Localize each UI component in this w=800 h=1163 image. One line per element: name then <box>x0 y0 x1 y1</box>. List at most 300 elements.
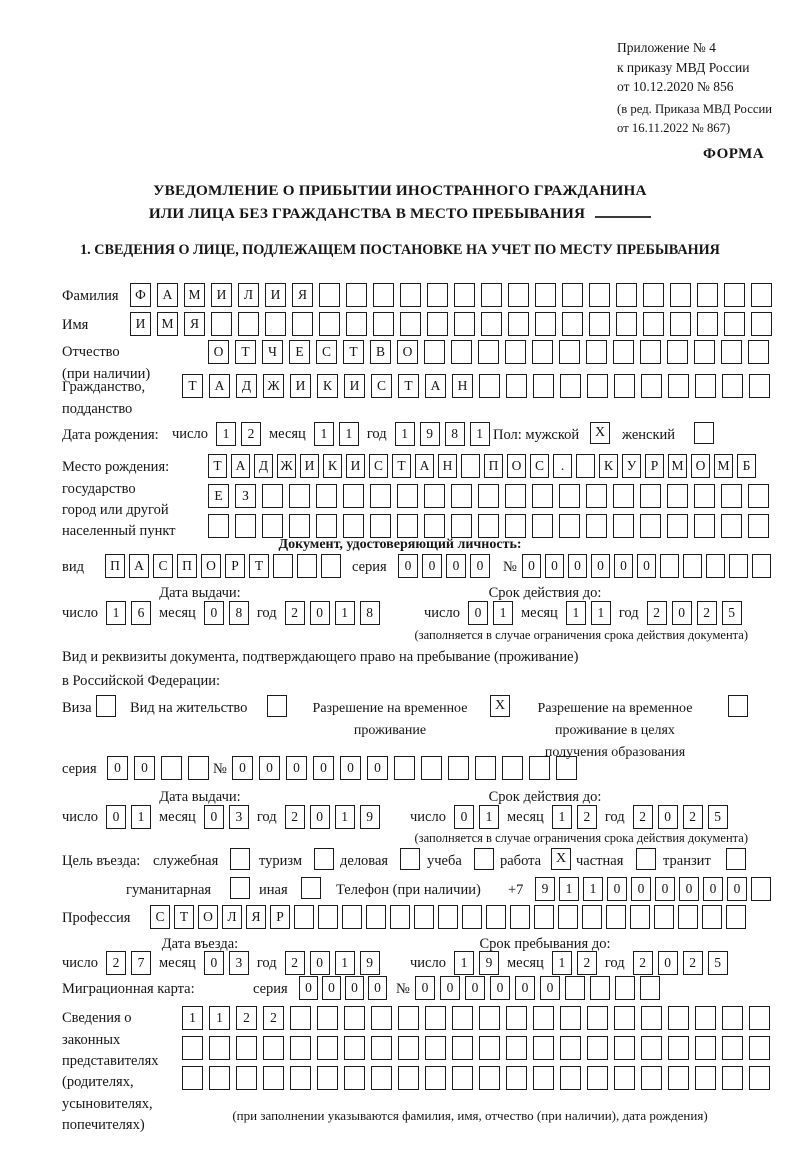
birthplace-row2-cells[interactable] <box>208 484 769 508</box>
char-cell[interactable] <box>182 1036 203 1060</box>
char-cell[interactable] <box>643 312 664 336</box>
char-cell[interactable] <box>400 283 421 307</box>
char-cell[interactable] <box>616 312 637 336</box>
char-cell[interactable]: 1 <box>552 805 572 829</box>
char-cell[interactable]: 0 <box>658 951 678 975</box>
name-cells[interactable] <box>130 312 772 336</box>
char-cell[interactable]: Т <box>174 905 194 929</box>
char-cell[interactable]: 0 <box>470 554 490 578</box>
char-cell[interactable]: Ж <box>263 374 284 398</box>
char-cell[interactable] <box>748 340 769 364</box>
char-cell[interactable]: 0 <box>440 976 460 1000</box>
char-cell[interactable]: 1 <box>583 877 603 901</box>
char-cell[interactable] <box>451 514 472 538</box>
char-cell[interactable] <box>694 340 715 364</box>
char-cell[interactable] <box>462 905 482 929</box>
char-cell[interactable] <box>654 905 674 929</box>
char-cell[interactable] <box>667 514 688 538</box>
char-cell[interactable]: Я <box>246 905 266 929</box>
char-cell[interactable] <box>641 1036 662 1060</box>
char-cell[interactable] <box>273 554 293 578</box>
char-cell[interactable] <box>427 312 448 336</box>
checkbox-purpose-official[interactable] <box>230 848 250 870</box>
char-cell[interactable] <box>614 1036 635 1060</box>
char-cell[interactable] <box>668 1006 689 1030</box>
char-cell[interactable]: 9 <box>479 951 499 975</box>
char-cell[interactable] <box>182 1066 203 1090</box>
char-cell[interactable] <box>614 1006 635 1030</box>
char-cell[interactable]: К <box>317 374 338 398</box>
char-cell[interactable]: 0 <box>204 601 224 625</box>
char-cell[interactable]: 0 <box>204 951 224 975</box>
char-cell[interactable] <box>398 1006 419 1030</box>
char-cell[interactable]: С <box>530 454 549 478</box>
char-cell[interactable] <box>613 514 634 538</box>
char-cell[interactable] <box>640 976 660 1000</box>
representatives-row3-cells[interactable] <box>182 1066 770 1090</box>
char-cell[interactable] <box>421 756 442 780</box>
char-cell[interactable] <box>586 340 607 364</box>
char-cell[interactable]: 2 <box>697 601 717 625</box>
char-cell[interactable]: 2 <box>683 805 703 829</box>
patronymic-cells[interactable] <box>208 340 769 364</box>
char-cell[interactable]: 5 <box>722 601 742 625</box>
char-cell[interactable]: И <box>265 283 286 307</box>
char-cell[interactable] <box>533 374 554 398</box>
char-cell[interactable] <box>560 374 581 398</box>
char-cell[interactable]: 0 <box>545 554 564 578</box>
char-cell[interactable]: 1 <box>470 422 490 446</box>
char-cell[interactable]: Н <box>438 454 457 478</box>
char-cell[interactable] <box>451 484 472 508</box>
char-cell[interactable] <box>397 514 418 538</box>
char-cell[interactable] <box>479 374 500 398</box>
doc-valid-month-cells[interactable] <box>566 601 611 625</box>
char-cell[interactable] <box>641 374 662 398</box>
char-cell[interactable]: 1 <box>591 601 611 625</box>
char-cell[interactable] <box>371 1066 392 1090</box>
char-cell[interactable] <box>582 905 602 929</box>
char-cell[interactable]: Л <box>222 905 242 929</box>
char-cell[interactable]: 0 <box>703 877 723 901</box>
char-cell[interactable]: 3 <box>229 805 249 829</box>
char-cell[interactable]: 0 <box>672 601 692 625</box>
char-cell[interactable] <box>290 1036 311 1060</box>
char-cell[interactable]: И <box>290 374 311 398</box>
char-cell[interactable]: 1 <box>216 422 236 446</box>
char-cell[interactable] <box>556 756 577 780</box>
char-cell[interactable]: П <box>484 454 503 478</box>
char-cell[interactable] <box>454 283 475 307</box>
char-cell[interactable] <box>289 514 310 538</box>
char-cell[interactable] <box>668 374 689 398</box>
char-cell[interactable]: В <box>370 340 391 364</box>
char-cell[interactable] <box>317 1006 338 1030</box>
char-cell[interactable]: 1 <box>493 601 513 625</box>
checkbox-purpose-humanitarian[interactable] <box>230 877 250 899</box>
char-cell[interactable]: С <box>150 905 170 929</box>
char-cell[interactable] <box>586 514 607 538</box>
char-cell[interactable] <box>613 484 634 508</box>
char-cell[interactable] <box>316 514 337 538</box>
char-cell[interactable] <box>318 905 338 929</box>
stay-until-day-cells[interactable] <box>454 951 499 975</box>
char-cell[interactable] <box>344 1036 365 1060</box>
char-cell[interactable] <box>643 283 664 307</box>
char-cell[interactable] <box>751 283 772 307</box>
char-cell[interactable] <box>478 484 499 508</box>
char-cell[interactable] <box>535 312 556 336</box>
char-cell[interactable] <box>262 484 283 508</box>
char-cell[interactable] <box>668 1036 689 1060</box>
char-cell[interactable]: 1 <box>182 1006 203 1030</box>
char-cell[interactable]: 0 <box>286 756 307 780</box>
char-cell[interactable] <box>370 514 391 538</box>
birth-day-cells[interactable] <box>216 422 261 446</box>
char-cell[interactable]: 1 <box>339 422 359 446</box>
char-cell[interactable] <box>452 1036 473 1060</box>
char-cell[interactable] <box>678 905 698 929</box>
char-cell[interactable] <box>722 374 743 398</box>
char-cell[interactable] <box>478 514 499 538</box>
char-cell[interactable] <box>560 1036 581 1060</box>
char-cell[interactable] <box>454 312 475 336</box>
checkbox-temp-permit[interactable]: X <box>490 695 510 717</box>
char-cell[interactable] <box>529 756 550 780</box>
char-cell[interactable] <box>668 1066 689 1090</box>
char-cell[interactable]: 9 <box>360 805 380 829</box>
char-cell[interactable]: 0 <box>591 554 610 578</box>
char-cell[interactable] <box>398 1036 419 1060</box>
char-cell[interactable]: 2 <box>285 951 305 975</box>
char-cell[interactable] <box>289 484 310 508</box>
char-cell[interactable] <box>721 514 742 538</box>
char-cell[interactable]: О <box>397 340 418 364</box>
char-cell[interactable]: М <box>184 283 205 307</box>
char-cell[interactable]: 1 <box>454 951 474 975</box>
char-cell[interactable] <box>209 1036 230 1060</box>
char-cell[interactable] <box>502 756 523 780</box>
char-cell[interactable] <box>565 976 585 1000</box>
char-cell[interactable]: 0 <box>368 976 387 1000</box>
char-cell[interactable]: 0 <box>367 756 388 780</box>
char-cell[interactable] <box>373 312 394 336</box>
char-cell[interactable]: 2 <box>633 951 653 975</box>
char-cell[interactable] <box>438 905 458 929</box>
char-cell[interactable] <box>161 756 182 780</box>
char-cell[interactable]: 0 <box>134 756 155 780</box>
char-cell[interactable]: 0 <box>607 877 627 901</box>
char-cell[interactable]: 8 <box>360 601 380 625</box>
char-cell[interactable] <box>425 1006 446 1030</box>
char-cell[interactable] <box>702 905 722 929</box>
char-cell[interactable]: 9 <box>360 951 380 975</box>
char-cell[interactable] <box>344 1066 365 1090</box>
char-cell[interactable]: 0 <box>658 805 678 829</box>
char-cell[interactable]: Т <box>208 454 227 478</box>
char-cell[interactable] <box>640 484 661 508</box>
citizenship-cells[interactable] <box>182 374 770 398</box>
char-cell[interactable] <box>292 312 313 336</box>
char-cell[interactable]: О <box>691 454 710 478</box>
char-cell[interactable]: М <box>668 454 687 478</box>
stay-valid-day-cells[interactable] <box>454 805 499 829</box>
char-cell[interactable] <box>236 1066 257 1090</box>
char-cell[interactable] <box>508 312 529 336</box>
char-cell[interactable] <box>505 514 526 538</box>
checkbox-purpose-work[interactable]: X <box>551 848 571 870</box>
char-cell[interactable]: Ф <box>130 283 151 307</box>
char-cell[interactable]: 0 <box>415 976 435 1000</box>
char-cell[interactable]: 2 <box>236 1006 257 1030</box>
char-cell[interactable]: 0 <box>340 756 361 780</box>
char-cell[interactable]: 0 <box>345 976 364 1000</box>
char-cell[interactable] <box>297 554 317 578</box>
char-cell[interactable]: Я <box>184 312 205 336</box>
char-cell[interactable]: К <box>599 454 618 478</box>
char-cell[interactable]: Р <box>225 554 245 578</box>
representatives-row1-cells[interactable] <box>182 1006 770 1030</box>
char-cell[interactable] <box>724 312 745 336</box>
char-cell[interactable]: О <box>208 340 229 364</box>
char-cell[interactable]: Б <box>737 454 756 478</box>
char-cell[interactable] <box>616 283 637 307</box>
char-cell[interactable] <box>452 1066 473 1090</box>
char-cell[interactable] <box>533 1006 554 1030</box>
char-cell[interactable] <box>667 484 688 508</box>
char-cell[interactable]: 0 <box>310 805 330 829</box>
char-cell[interactable]: А <box>157 283 178 307</box>
char-cell[interactable] <box>506 1006 527 1030</box>
char-cell[interactable]: 0 <box>232 756 253 780</box>
char-cell[interactable] <box>506 1066 527 1090</box>
char-cell[interactable] <box>475 756 496 780</box>
char-cell[interactable] <box>343 484 364 508</box>
char-cell[interactable]: Ж <box>277 454 296 478</box>
char-cell[interactable]: 1 <box>106 601 126 625</box>
char-cell[interactable] <box>321 554 341 578</box>
char-cell[interactable]: 1 <box>335 805 355 829</box>
doc-valid-day-cells[interactable] <box>468 601 513 625</box>
char-cell[interactable] <box>587 1006 608 1030</box>
char-cell[interactable] <box>748 514 769 538</box>
stay-issue-day-cells[interactable] <box>106 805 151 829</box>
char-cell[interactable]: 1 <box>566 601 586 625</box>
char-cell[interactable]: 1 <box>209 1006 230 1030</box>
char-cell[interactable]: 1 <box>552 951 572 975</box>
char-cell[interactable] <box>505 340 526 364</box>
char-cell[interactable] <box>606 905 626 929</box>
char-cell[interactable]: А <box>415 454 434 478</box>
char-cell[interactable] <box>640 340 661 364</box>
char-cell[interactable] <box>586 484 607 508</box>
char-cell[interactable] <box>697 283 718 307</box>
char-cell[interactable]: Я <box>292 283 313 307</box>
char-cell[interactable]: 0 <box>454 805 474 829</box>
char-cell[interactable] <box>424 484 445 508</box>
char-cell[interactable]: А <box>209 374 230 398</box>
char-cell[interactable]: Т <box>235 340 256 364</box>
birth-month-cells[interactable] <box>314 422 359 446</box>
char-cell[interactable] <box>532 514 553 538</box>
char-cell[interactable]: М <box>714 454 733 478</box>
char-cell[interactable]: 2 <box>633 805 653 829</box>
char-cell[interactable]: С <box>369 454 388 478</box>
surname-cells[interactable] <box>130 283 772 307</box>
char-cell[interactable]: И <box>344 374 365 398</box>
char-cell[interactable] <box>506 374 527 398</box>
char-cell[interactable] <box>670 283 691 307</box>
char-cell[interactable]: К <box>323 454 342 478</box>
char-cell[interactable]: 0 <box>107 756 128 780</box>
char-cell[interactable]: 0 <box>465 976 485 1000</box>
char-cell[interactable] <box>722 1066 743 1090</box>
char-cell[interactable] <box>452 1006 473 1030</box>
char-cell[interactable] <box>749 1066 770 1090</box>
char-cell[interactable] <box>726 905 746 929</box>
stay-valid-year-cells[interactable] <box>633 805 728 829</box>
char-cell[interactable] <box>505 484 526 508</box>
char-cell[interactable]: 1 <box>479 805 499 829</box>
char-cell[interactable] <box>576 454 595 478</box>
representatives-row2-cells[interactable] <box>182 1036 770 1060</box>
char-cell[interactable] <box>424 340 445 364</box>
char-cell[interactable]: Е <box>289 340 310 364</box>
char-cell[interactable] <box>641 1066 662 1090</box>
char-cell[interactable] <box>721 484 742 508</box>
char-cell[interactable]: С <box>371 374 392 398</box>
char-cell[interactable]: 8 <box>229 601 249 625</box>
char-cell[interactable]: 2 <box>106 951 126 975</box>
char-cell[interactable]: И <box>346 454 365 478</box>
char-cell[interactable]: 9 <box>420 422 440 446</box>
char-cell[interactable] <box>559 484 580 508</box>
stay-issue-month-cells[interactable] <box>204 805 249 829</box>
migration-number-cells[interactable] <box>415 976 660 1000</box>
char-cell[interactable] <box>294 905 314 929</box>
char-cell[interactable] <box>614 374 635 398</box>
char-cell[interactable] <box>587 374 608 398</box>
char-cell[interactable] <box>587 1066 608 1090</box>
char-cell[interactable] <box>722 1036 743 1060</box>
checkbox-purpose-business[interactable] <box>400 848 420 870</box>
char-cell[interactable]: 0 <box>310 951 330 975</box>
char-cell[interactable]: Р <box>645 454 664 478</box>
doc-series-cells[interactable] <box>398 554 490 578</box>
char-cell[interactable]: У <box>622 454 641 478</box>
char-cell[interactable] <box>748 484 769 508</box>
char-cell[interactable]: И <box>211 283 232 307</box>
char-cell[interactable] <box>209 1066 230 1090</box>
char-cell[interactable]: 2 <box>285 601 305 625</box>
char-cell[interactable]: С <box>153 554 173 578</box>
char-cell[interactable] <box>590 976 610 1000</box>
stay-issue-year-cells[interactable] <box>285 805 380 829</box>
stay-until-month-cells[interactable] <box>552 951 597 975</box>
char-cell[interactable]: 2 <box>577 951 597 975</box>
char-cell[interactable] <box>562 283 583 307</box>
char-cell[interactable]: А <box>231 454 250 478</box>
char-cell[interactable]: 0 <box>106 805 126 829</box>
char-cell[interactable]: 0 <box>422 554 442 578</box>
char-cell[interactable] <box>695 1006 716 1030</box>
char-cell[interactable] <box>211 312 232 336</box>
char-cell[interactable] <box>319 283 340 307</box>
char-cell[interactable] <box>535 283 556 307</box>
char-cell[interactable]: Т <box>182 374 203 398</box>
char-cell[interactable] <box>534 905 554 929</box>
doc-type-cells[interactable] <box>105 554 341 578</box>
char-cell[interactable]: 0 <box>637 554 656 578</box>
doc-valid-year-cells[interactable] <box>647 601 742 625</box>
char-cell[interactable] <box>448 756 469 780</box>
char-cell[interactable]: 0 <box>490 976 510 1000</box>
char-cell[interactable]: Л <box>238 283 259 307</box>
char-cell[interactable]: И <box>130 312 151 336</box>
char-cell[interactable] <box>425 1066 446 1090</box>
birthplace-row1-cells[interactable] <box>208 454 756 478</box>
char-cell[interactable] <box>722 1006 743 1030</box>
char-cell[interactable] <box>414 905 434 929</box>
char-cell[interactable]: 1 <box>335 951 355 975</box>
char-cell[interactable] <box>589 283 610 307</box>
char-cell[interactable] <box>317 1066 338 1090</box>
char-cell[interactable] <box>342 905 362 929</box>
char-cell[interactable] <box>695 374 716 398</box>
char-cell[interactable]: 0 <box>727 877 747 901</box>
checkbox-residence-permit[interactable] <box>267 695 287 717</box>
char-cell[interactable] <box>749 374 770 398</box>
char-cell[interactable]: 3 <box>229 951 249 975</box>
doc-issue-year-cells[interactable] <box>285 601 380 625</box>
char-cell[interactable]: Д <box>254 454 273 478</box>
birth-year-cells[interactable] <box>395 422 490 446</box>
char-cell[interactable]: 0 <box>310 601 330 625</box>
char-cell[interactable] <box>615 976 635 1000</box>
char-cell[interactable] <box>263 1066 284 1090</box>
char-cell[interactable]: 0 <box>540 976 560 1000</box>
char-cell[interactable]: Т <box>398 374 419 398</box>
char-cell[interactable]: О <box>507 454 526 478</box>
char-cell[interactable]: 2 <box>577 805 597 829</box>
stay-number-cells[interactable] <box>232 756 577 780</box>
char-cell[interactable] <box>641 1006 662 1030</box>
char-cell[interactable]: Р <box>270 905 290 929</box>
char-cell[interactable]: 0 <box>631 877 651 901</box>
char-cell[interactable]: 0 <box>655 877 675 901</box>
char-cell[interactable] <box>532 484 553 508</box>
char-cell[interactable]: 0 <box>313 756 334 780</box>
doc-issue-day-cells[interactable] <box>106 601 151 625</box>
char-cell[interactable]: А <box>129 554 149 578</box>
checkbox-purpose-tourism[interactable] <box>314 848 334 870</box>
char-cell[interactable]: А <box>425 374 446 398</box>
char-cell[interactable]: 1 <box>314 422 334 446</box>
char-cell[interactable] <box>481 312 502 336</box>
char-cell[interactable] <box>721 340 742 364</box>
checkbox-sex-female[interactable] <box>694 422 714 444</box>
char-cell[interactable] <box>346 283 367 307</box>
char-cell[interactable] <box>478 340 499 364</box>
char-cell[interactable] <box>670 312 691 336</box>
phone-cells[interactable] <box>535 877 771 901</box>
char-cell[interactable]: 9 <box>535 877 555 901</box>
checkbox-purpose-private[interactable] <box>636 848 656 870</box>
char-cell[interactable]: 2 <box>285 805 305 829</box>
char-cell[interactable] <box>508 283 529 307</box>
char-cell[interactable] <box>751 312 772 336</box>
char-cell[interactable] <box>319 312 340 336</box>
